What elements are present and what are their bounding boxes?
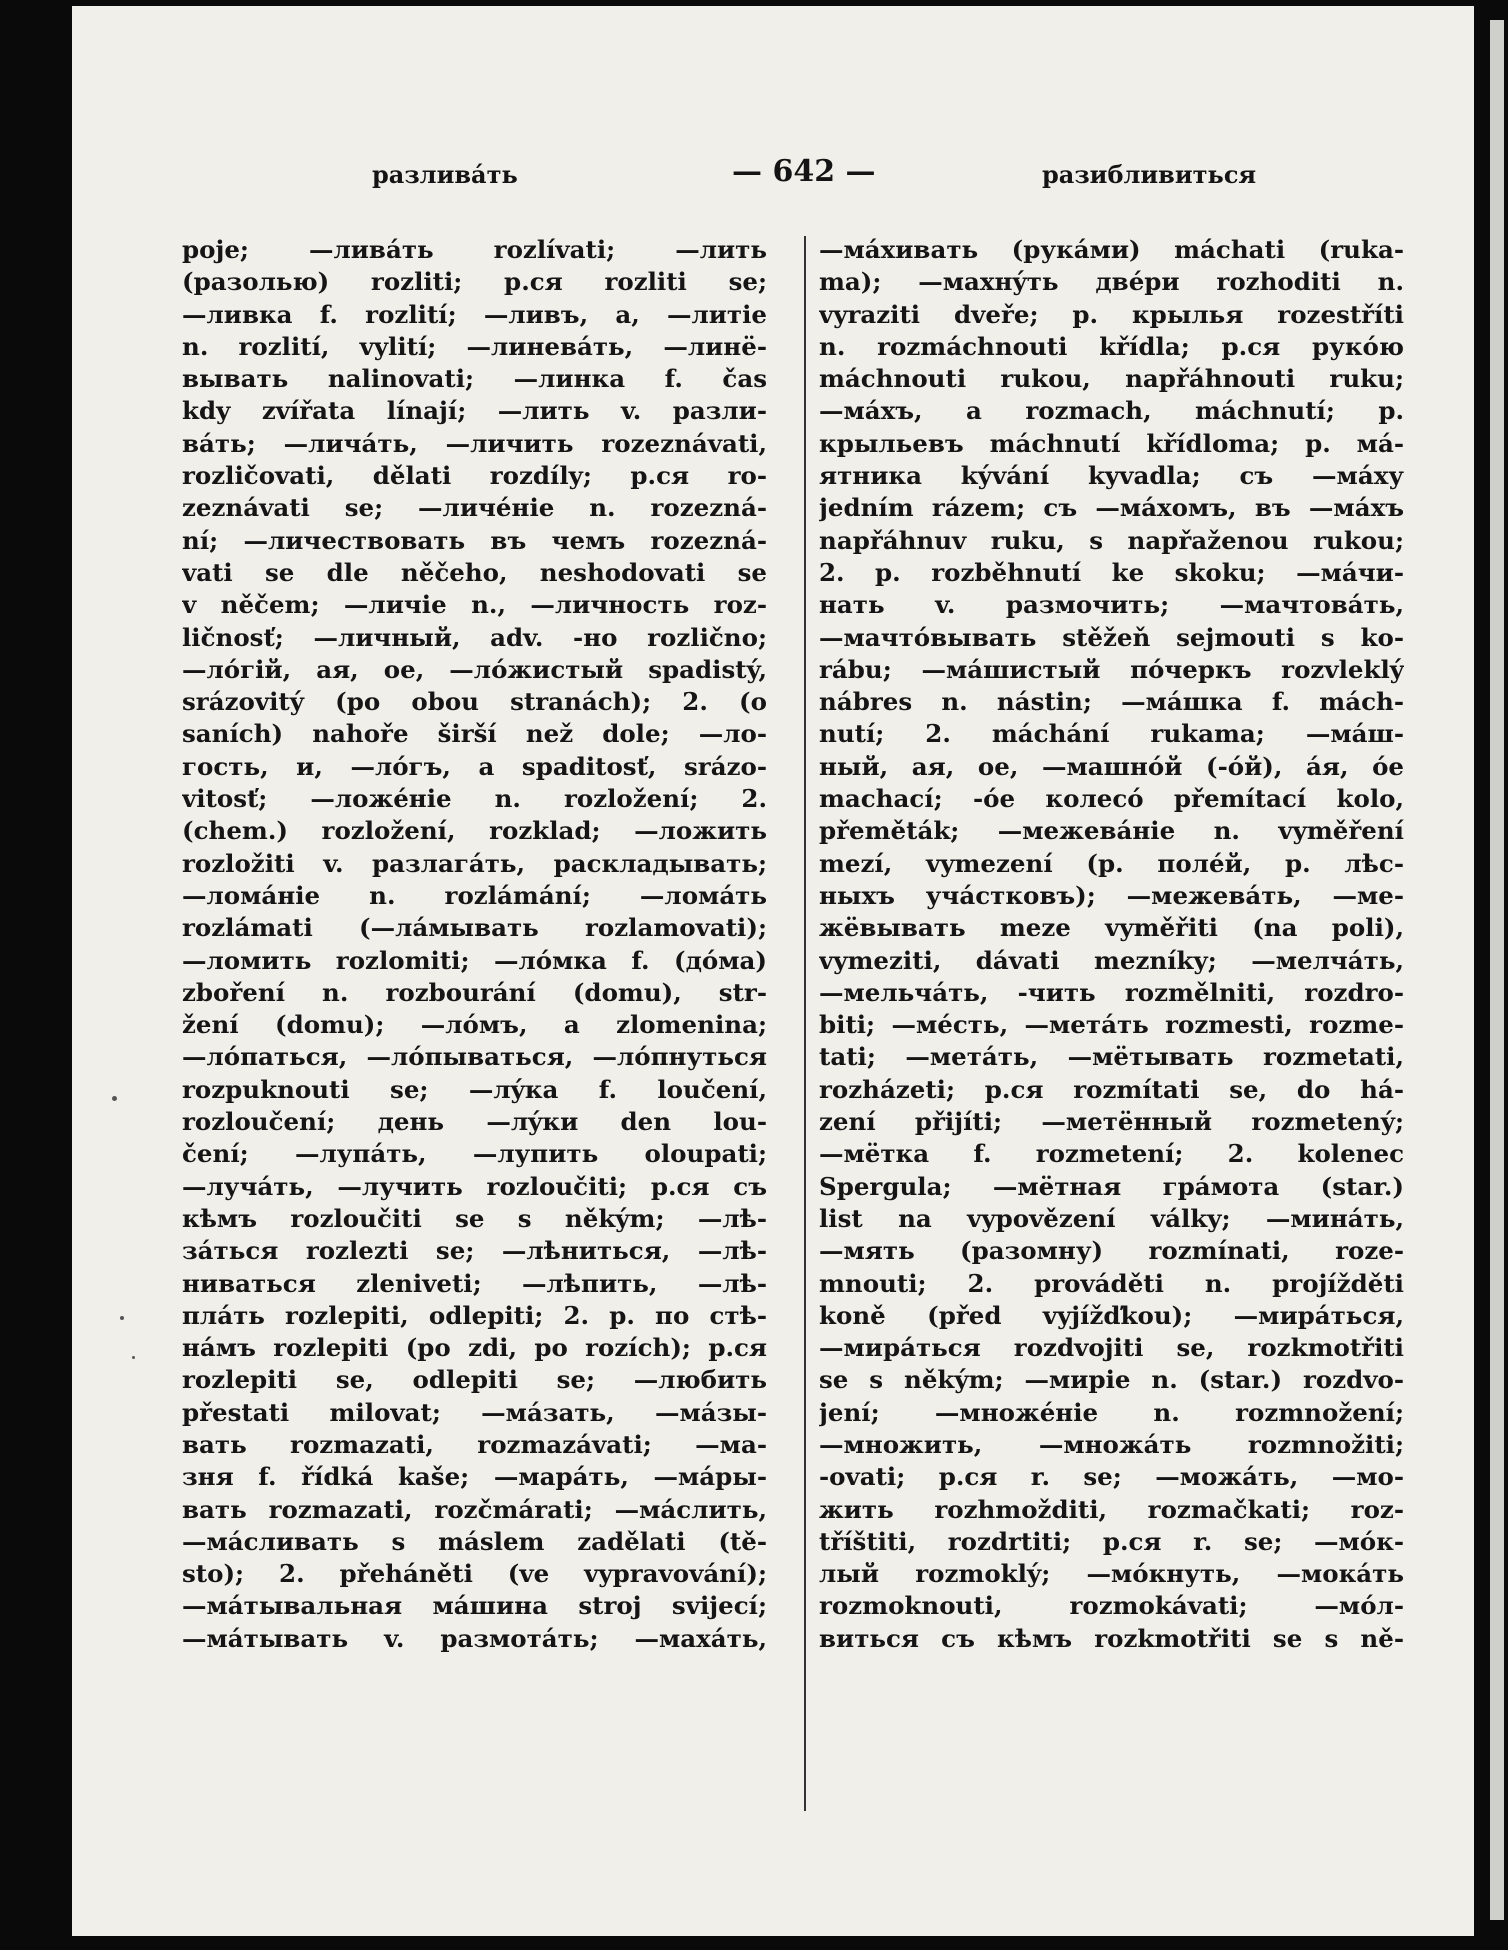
print-speck [112,1096,117,1101]
page-number: — 642 — [732,154,876,189]
left-column-line: вать rozmazati, rozmazávati; —ма- [182,1429,767,1459]
right-column-line: Spergula; —мётная грáмота (star.) [819,1171,1404,1201]
left-column-line: přestati milovat; —мáзать, —мáзы- [182,1397,767,1427]
print-speck [120,1316,124,1320]
right-column-line: —мётка f. rozmetení; 2. kolenec [819,1139,1404,1169]
left-column-line: нáмъ rozlepiti (po zdi, po rozích); р.ся [182,1333,767,1363]
left-column-line: (разолью) rozliti; р.ся rozliti se; [182,267,767,297]
right-column-line: máchnouti rukou, napřáhnouti ruku; [819,364,1404,394]
right-column-line: жёвывать meze vyměřiti (na poli), [819,913,1404,943]
right-column-line: zení přijíti; —метённый rozmetený; [819,1107,1404,1137]
left-column-line: ниваться zleniveti; —лѣпить, —лѣ- [182,1268,767,1298]
right-column-line: tříštiti, rozdrtiti; р.ся r. se; —мóк- [819,1526,1404,1556]
left-column-line: saních) nahoře širší než dole; —ло- [182,719,767,749]
right-column-line: rozmoknouti, rozmokávati; —мóл- [819,1591,1404,1621]
left-column-line: kdy zvířata línají; —лить v. разли- [182,396,767,426]
left-column [182,234,767,1655]
right-column-line: нать v. размочить; —мачтовáть, [819,590,1404,620]
left-column-line: плáть rozlepiti, odlepiti; 2. p. по стѣ- [182,1300,767,1330]
right-column-line: rozházeti; р.ся rozmítati se, do há- [819,1074,1404,1104]
header-right-guide-word: разибливиться [1042,160,1257,189]
right-column-line: jedním rázem; съ —мáхомъ, въ —мáхъ [819,493,1404,523]
right-column-line: ный, ая, ое, —машнóй (-óй), áя, óе [819,751,1404,781]
left-column-line: sto); 2. přeháněti (ve vypravování); [182,1559,767,1589]
left-column-line: вать rozmazati, rozčmárati; —мáслить, [182,1494,767,1524]
left-column-line: zeznávati se; —личéніе n. rozezná- [182,493,767,523]
right-column-line: rábu; —мáшистый пóчеркъ rozvleklý [819,654,1404,684]
right-column-line: —мáхивать (рукáми) máchati (ruka- [819,235,1404,264]
right-column-line: n. rozmáchnouti křídla; р.ся рукóю [819,331,1404,361]
right-column-line: nutí; 2. máchání rukama; —мáш- [819,719,1404,749]
right-column-line: —мять (разомну) rozmínati, roze- [819,1236,1404,1266]
right-column-line: —мирáться rozdvojiti se, rozkmotřiti [819,1333,1404,1363]
left-column-line: vati se dle něčeho, neshodovati se [182,557,767,587]
dictionary-page [72,6,1474,1936]
right-column-line: ныхъ учáстковъ); —межевáть, —ме- [819,880,1404,910]
print-speck [132,1356,135,1359]
left-column-line: rozlepiti se, odlepiti se; —любить [182,1365,767,1395]
right-column [819,234,1404,1655]
right-column-line: machací; -óе колесó přemítací kolo, [819,784,1404,814]
left-column-line: —мáтывать v. размотáть; —махáть, [182,1623,767,1653]
left-column-line: —ливка f. rozlití; —ливъ, а, —литіе [182,299,767,329]
header-left-guide-word: разливáть [372,160,518,189]
right-column-line: —мáхъ, а rozmach, máchnutí; p. [819,396,1404,426]
left-column-line: žení (domu); —лóмъ, а zlomenina; [182,1010,767,1040]
right-column-line: napřáhnuv ruku, s napřaženou rukou; [819,525,1404,555]
page-header [72,154,1474,194]
left-column-line: —мáсливать s máslem zadělati (tě- [182,1526,767,1556]
left-column-line: zboření n. rozbourání (domu), str- [182,977,767,1007]
left-column-line: n. rozlití, vylití; —линевáть, —линё- [182,331,767,361]
right-column-line: mnouti; 2. prováděti n. projížděti [819,1268,1404,1298]
right-column-line: ma); —махнýть двéри rozhoditi n. [819,267,1404,297]
right-column-line: přeměták; —межевáніе n. vyměření [819,816,1404,846]
right-column-line: koně (před vyjížďkou); —мирáться, [819,1300,1404,1330]
left-column-line: кѣмъ rozloučiti se s někým; —лѣ- [182,1203,767,1233]
right-column-line: biti; —мéсть, —метáть rozmesti, rozme- [819,1010,1404,1040]
left-column-line: вывать nalinovati; —линка f. čas [182,364,767,394]
right-column-line: —мачтóвывать stěžeň sejmouti s ko- [819,622,1404,652]
right-column-line: ятника kývání kyvadla; съ —мáху [819,461,1404,491]
right-column-line: виться съ кѣмъ rozkmotřiti se s ně- [819,1623,1404,1653]
right-column-line: tati; —метáть, —мётывать rozmetati, [819,1042,1404,1072]
left-column-line: vitosť; —ложéніе n. rozložení; 2. [182,784,767,814]
left-column-line: зáться rozlezti se; —лѣниться, —лѣ- [182,1236,767,1266]
left-column-line: rozlámati (—лáмывать rozlamovati); [182,913,767,943]
left-column-line: v něčem; —личіе n., —личность roz- [182,590,767,620]
right-column-line: vyraziti dveře; p. крылья rozestříti [819,299,1404,329]
left-column-line: гость, и, —лóгъ, а spaditosť, srázo- [182,751,767,781]
right-column-line: крыльевъ máchnutí křídloma; p. мá- [819,428,1404,458]
left-column-line: rozloučení; день —лýки den lou- [182,1107,767,1137]
right-column-line: jení; —множéніе n. rozmnožení; [819,1397,1404,1427]
left-column-line: čení; —лупáть, —лупить oloupati; [182,1139,767,1169]
left-column-line: —ломить rozlomiti; —лóмка f. (дóма) [182,945,767,975]
left-column-line: —лучáть, —лучить rozloučiti; р.ся съ [182,1171,767,1201]
right-column-line: vymeziti, dávati mezníky; —мелчáть, [819,945,1404,975]
left-column-line: —мáтывальная мáшина stroj svijecí; [182,1591,767,1621]
adjacent-page-edge [1490,20,1504,1920]
right-column-line: 2. p. rozběhnutí ke skoku; —мáчи- [819,557,1404,587]
left-column-line: rozličovati, dělati rozdíly; р.ся ro- [182,461,767,491]
right-column-line: жить rozhmožditi, rozmačkati; roz- [819,1494,1404,1524]
left-column-line: вáть; —личáть, —личить rozeznávati, [182,428,767,458]
right-column-line: —множить, —множáть rozmnožiti; [819,1429,1404,1459]
left-column-line: (chem.) rozložení, rozklad; —ложить [182,816,767,846]
left-column-line: —лóгій, ая, ое, —лóжистый spadistý, [182,654,767,684]
left-column-line: rozložiti v. разлагáть, раскладывать; [182,848,767,878]
right-column-line: лый rozmoklý; —мóкнуть, —мокáть [819,1559,1404,1589]
right-column-line: se s někým; —мирie n. (star.) rozdvo- [819,1365,1404,1395]
right-column-line: list na vypovězení války; —минáть, [819,1203,1404,1233]
left-column-line: ličnosť; —личный, adv. -но rozlično; [182,622,767,652]
right-column-line: mezí, vymezení (p. полéй, p. лѣс- [819,848,1404,878]
left-column-line: poje; —ливáть rozlívati; —лить [182,235,767,264]
right-column-line: nábres n. nástin; —мáшка f. mách- [819,687,1404,717]
right-column-line: —мельчáть, -чить rozmělniti, rozdro- [819,977,1404,1007]
left-column-line: —лóпаться, —лóпываться, —лóпнуться [182,1042,767,1072]
right-column-line: -ovati; р.ся r. se; —можáть, —мо- [819,1462,1404,1492]
column-divider [804,236,806,1811]
left-column-line: srázovitý (po obou stranách); 2. (o [182,687,767,717]
left-column-line: —ломáніе n. rozlámání; —ломáть [182,880,767,910]
left-column-line: rozpuknouti se; —лýка f. loučení, [182,1074,767,1104]
left-column-line: ní; —личествовать въ чемъ rozezná- [182,525,767,555]
left-column-line: зня f. řídká kaše; —марáть, —мáры- [182,1462,767,1492]
